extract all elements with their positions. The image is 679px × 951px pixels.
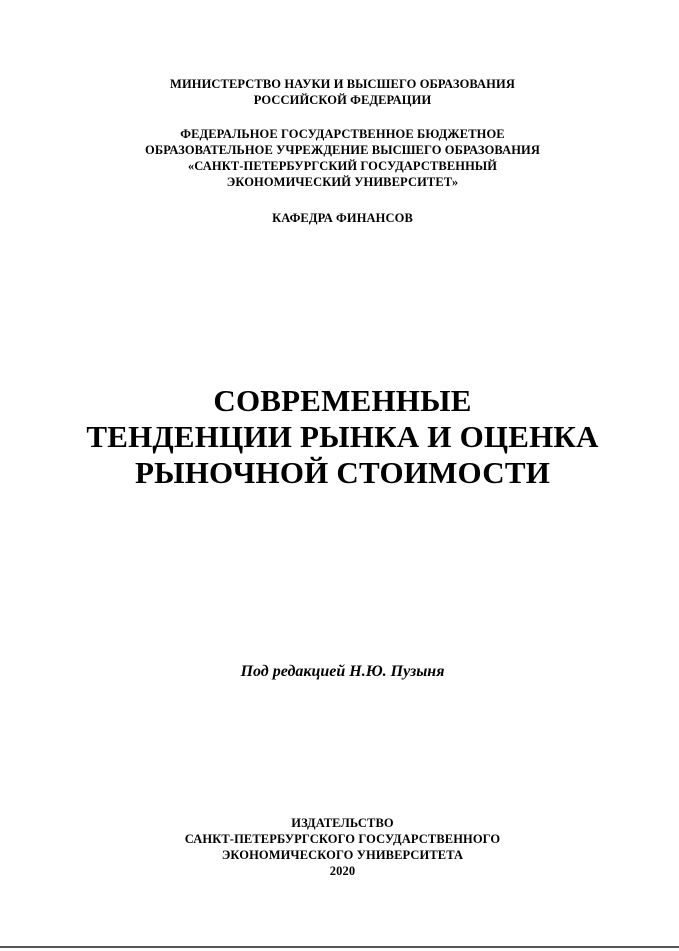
institution-line: ЭКОНОМИЧЕСКИЙ УНИВЕРСИТЕТ» — [226, 175, 459, 189]
publisher-block — [0, 815, 679, 879]
editor-credit — [0, 662, 679, 682]
ministry-heading — [0, 76, 679, 108]
editor-text: Под редакцией Н.Ю. Пузыня — [240, 663, 445, 680]
ministry-line: РОССИЙСКОЙ ФЕДЕРАЦИИ — [253, 93, 432, 107]
title-line: СОВРЕМЕННЫЕ — [213, 383, 472, 418]
ministry-line: МИНИСТЕРСТВО НАУКИ И ВЫСШЕГО ОБРАЗОВАНИЯ — [170, 77, 515, 91]
title-line: ТЕНДЕНЦИИ РЫНКА И ОЦЕНКА — [86, 419, 599, 454]
publisher-line: ЭКОНОМИЧЕСКОГО УНИВЕРСИТЕТА — [221, 848, 464, 862]
publication-year: 2020 — [329, 864, 356, 878]
department-name: КАФЕДРА ФИНАНСОВ — [272, 211, 413, 225]
department-heading — [0, 210, 679, 226]
page-bottom-rule — [0, 946, 679, 948]
publisher-line: ИЗДАТЕЛЬСТВО — [291, 816, 394, 830]
institution-line: ФЕДЕРАЛЬНОЕ ГОСУДАРСТВЕННОЕ БЮДЖЕТНОЕ — [180, 127, 505, 141]
publisher-line: САНКТ-ПЕТЕРБУРГСКОГО ГОСУДАРСТВЕННОГО — [184, 832, 501, 846]
document-title — [0, 383, 679, 491]
institution-heading — [0, 126, 679, 190]
title-line: РЫНОЧНОЙ СТОИМОСТИ — [134, 455, 551, 490]
institution-line: ОБРАЗОВАТЕЛЬНОЕ УЧРЕЖДЕНИЕ ВЫСШЕГО ОБРАЗОВАНИЯ — [145, 143, 540, 157]
institution-line: «САНКТ-ПЕТЕРБУРГСКИЙ ГОСУДАРСТВЕННЫЙ — [187, 159, 498, 173]
